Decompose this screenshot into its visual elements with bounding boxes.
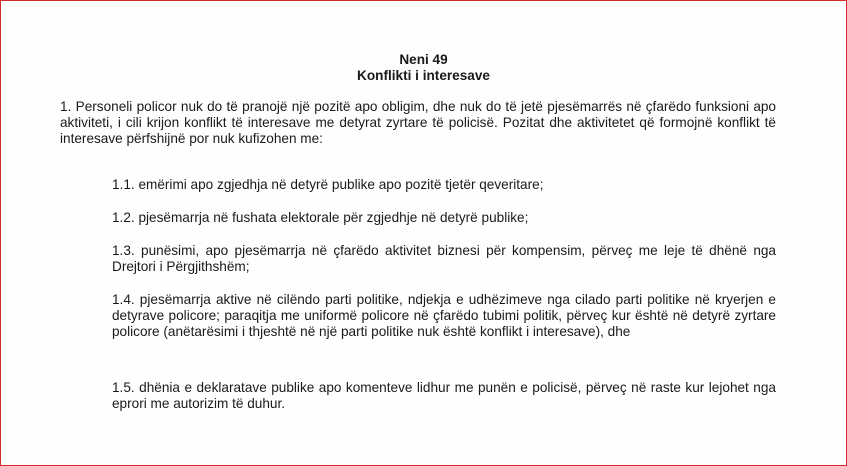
paragraph-1: 1. Personeli policor nuk do të pranojë një pozitë apo obligim, dhe nuk do të jetë pjesëmarrës në çfarëdo funksioni apo aktiviteti, i cili krijon konflikt të interesave me detyrat zyrtare të policisë. Pozitat dhe aktivitetet që formojnë konflikt të interesave përfshijnë por nuk kufizohen me: bbox=[60, 99, 776, 146]
list-item-1-5: 1.5. dhënia e deklaratave publike apo komenteve lidhur me punën e policisë, përveç në raste kur lejohet nga eprori me autorizim të duhur. bbox=[112, 380, 776, 411]
list-item-1-4: 1.4. pjesëmarrja aktive në cilëndo parti politike, ndjekja e udhëzimeve nga cilado parti politike në kryerjen e detyrave policore; paraqitja me uniformë policore në çfarëdo tubimi politik, përveç kur është në detyrë zyrtare policore (anëtarësimi i thjeshtë në një parti politike nuk është konflikt i interesave), dhe bbox=[112, 292, 776, 339]
list-item-1-1: 1.1. emërimi apo zgjedhja në detyrë publike apo pozitë tjetër qeveritare; bbox=[112, 177, 544, 192]
article-title: Konflikti i interesave bbox=[357, 68, 490, 83]
article-number: Neni 49 bbox=[399, 52, 448, 67]
list-item-1-3: 1.3. punësimi, apo pjesëmarrja në çfarëdo aktivitet biznesi për kompensim, përveç me leje të dhënë nga Drejtori i Përgjithshëm; bbox=[112, 243, 776, 274]
list-item-1-2: 1.2. pjesëmarrja në fushata elektorale për zgjedhje në detyrë publike; bbox=[112, 210, 529, 225]
